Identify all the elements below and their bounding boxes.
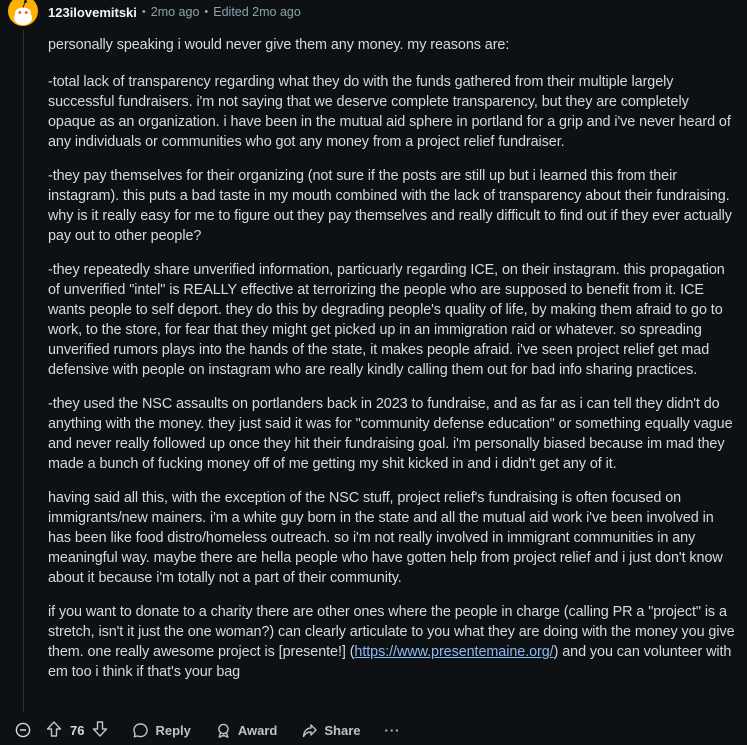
paragraph-text: if you want to donate to a charity there are other ones where the people in charge (calling PR a "project" is a stretch, isn't it just the one woman?) can clearly articulate to you what they are doing with the money you give them. one really awesome project is [presente!] (	[48, 604, 735, 660]
thread-line[interactable]	[23, 30, 24, 712]
comment-paragraph: personally speaking i would never give them any money. my reasons are:	[48, 37, 510, 53]
share-button[interactable]	[301, 722, 360, 739]
vote-control	[46, 720, 108, 741]
action-bar	[14, 716, 401, 744]
share-arrow-icon	[301, 722, 318, 739]
downvote-arrow-icon	[92, 720, 108, 738]
snoo-icon	[8, 0, 38, 26]
comment-age[interactable]: 2mo ago	[150, 5, 200, 19]
vote-score: 76	[70, 722, 85, 738]
reply-label: Reply	[155, 722, 191, 738]
edited-label: Edited 2mo ago	[213, 5, 301, 19]
award-button[interactable]	[215, 722, 278, 739]
award-label: Award	[237, 722, 278, 738]
comment-paragraph-last	[48, 602, 738, 682]
share-label: Share	[324, 722, 361, 738]
comment-paragraph: -they pay themselves for their organizing (not sure if the posts are still up but i learned this from their instagram). this puts a bad taste in my mouth combined with the lack of transparency about their fundraising. why is it really easy for me to figure out they pay themselves and really difficult to find out if they ever actually pay out to other people?	[48, 168, 732, 244]
more-options-button[interactable]: ···	[384, 722, 401, 738]
downvote-button[interactable]	[92, 720, 108, 741]
comment-bubble-icon	[132, 722, 149, 739]
comment-paragraph: -total lack of transparency regarding what they do with the funds gathered from their multiple largely successful fundraisers. i'm not saying that we deserve complete transparency, but they are completely opaque as an organization. i have been in the mutual aid sphere in portland for a grip and i've never heard of any individuals or communities who got any money from a project relief fundraiser.	[48, 74, 731, 150]
presente-link[interactable]: https://www.presentemaine.org/	[354, 644, 554, 660]
comment-paragraph: -they repeatedly share unverified information, particuarly regarding ICE, on their instagram. this propagation of unverified "intel" is REALLY effective at terrorizing the people who are supposed to benefit from it. ICE wants people to self deport. they do this by degrading people's quality of life, by making them afraid to go to work, to the store, for fear that they might get picked up in an immigration raid or whatever. so spreading unverified rumors plays into the hands of the state, it makes people afraid. i've seen project relief get mad defensive with people on instagram who are really kindly calling them out for bad info sharing practices.	[48, 262, 725, 378]
meta-separator: •	[141, 6, 146, 18]
meta-separator: •	[204, 6, 209, 18]
collapse-button[interactable]	[14, 721, 32, 739]
comment-header	[8, 0, 301, 24]
comment-paragraph: having said all this, with the exception of the NSC stuff, project relief's fundraising is often focused on immigrants/new mainers. i'm a white guy born in the state and all the mutual aid work i've been involved in has been like food distro/homeless outreach. so i'm not really involved in immigrant communities in any meaningful way. maybe there are hella people who have gotten help from project relief and i just don't know about it because i'm totally not a part of their community.	[48, 490, 723, 586]
upvote-button[interactable]	[46, 720, 62, 741]
upvote-arrow-icon	[46, 720, 62, 738]
comment-paragraph: -they used the NSC assaults on portlanders back in 2023 to fundraise, and as far as i can tell they didn't do anything with the money. they just said it was for "community defense education" or something equally vague and never really followed up once they hit their fundraising goal. i'm personally biased because im mad they made a bunch of fucking money off of me getting my shit kicked in and i didn't get any of it.	[48, 396, 733, 472]
paragraph-text: ) and you can volunteer with em too i think if that's your bag	[48, 644, 732, 680]
avatar[interactable]	[8, 0, 38, 26]
comment-body	[48, 35, 738, 696]
award-icon	[215, 722, 232, 739]
reply-button[interactable]	[132, 722, 190, 739]
collapse-minus-icon	[15, 722, 31, 738]
author-username[interactable]: 123ilovemitski	[48, 4, 137, 20]
